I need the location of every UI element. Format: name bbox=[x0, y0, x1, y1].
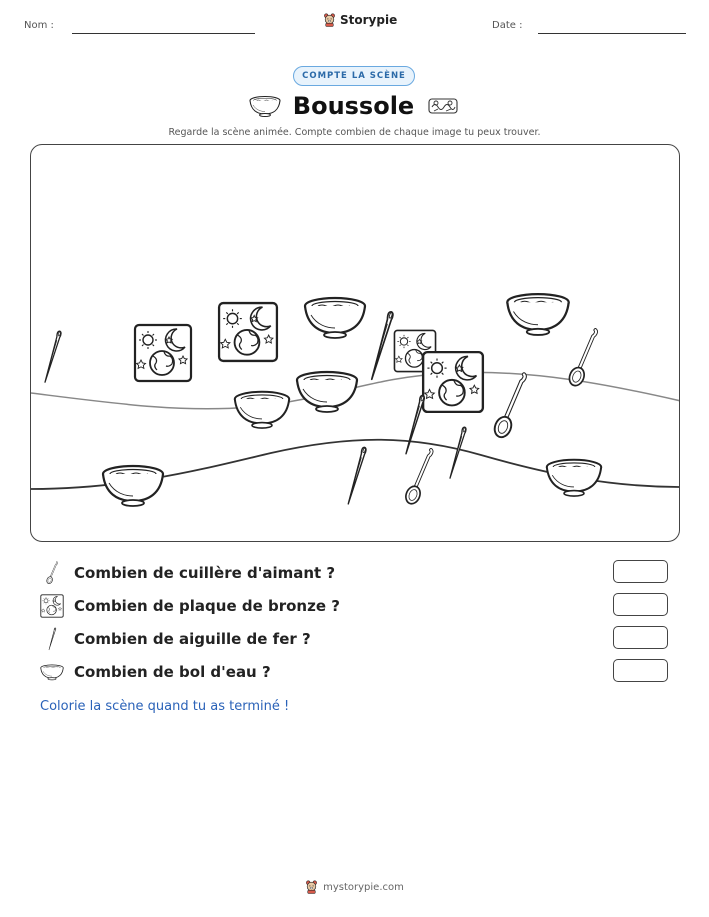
needle-icon bbox=[406, 395, 424, 453]
bowl-icon bbox=[235, 392, 289, 428]
question-text: Combien de bol d'eau ? bbox=[74, 663, 271, 681]
bronze-plate-icon bbox=[40, 594, 64, 618]
needle-icon bbox=[450, 427, 466, 478]
scene-illustration bbox=[31, 145, 680, 542]
question-row-needle bbox=[40, 625, 311, 653]
coloring-note: Colorie la scène quand tu as terminé ! bbox=[40, 699, 290, 714]
activity-badge: COMPTE LA SCÈNE bbox=[293, 66, 415, 86]
bowl-icon bbox=[297, 372, 357, 412]
date-label: Date : bbox=[492, 20, 523, 31]
bronze-plate-icon bbox=[135, 325, 191, 381]
spoon-icon bbox=[403, 450, 431, 506]
bowl-icon bbox=[507, 294, 568, 335]
needle-icon bbox=[372, 312, 393, 380]
answer-box-bowl[interactable] bbox=[613, 659, 668, 682]
bowl-icon bbox=[103, 466, 163, 506]
brand-name: Storypie bbox=[340, 13, 398, 27]
storypie-logo-icon bbox=[323, 13, 336, 27]
date-field-line[interactable] bbox=[538, 33, 686, 34]
name-label: Nom : bbox=[24, 20, 54, 31]
bowl-icon bbox=[547, 460, 601, 496]
spoon-icon bbox=[492, 375, 525, 440]
bowl-icon bbox=[40, 660, 64, 684]
spoon-icon bbox=[40, 561, 64, 585]
name-field-line[interactable] bbox=[72, 33, 255, 34]
footer-brand bbox=[0, 880, 709, 894]
answer-box-bronze-plate[interactable] bbox=[613, 593, 668, 616]
bowl-icon bbox=[249, 94, 281, 118]
scene-frame bbox=[30, 144, 680, 542]
bronze-plate-icon bbox=[423, 352, 483, 412]
question-row-spoon bbox=[40, 559, 335, 587]
spoon-icon bbox=[567, 330, 596, 388]
title-row bbox=[0, 92, 709, 120]
question-text: Combien de aiguille de fer ? bbox=[74, 630, 311, 648]
question-text: Combien de plaque de bronze ? bbox=[74, 597, 340, 615]
needle-icon bbox=[45, 331, 61, 382]
question-text: Combien de cuillère d'aimant ? bbox=[74, 564, 336, 582]
compass-sketch-icon bbox=[426, 95, 460, 117]
bronze-plate-icon bbox=[219, 303, 277, 361]
page-title: Boussole bbox=[292, 92, 415, 120]
needle-icon bbox=[40, 627, 64, 651]
footer-url: mystorypie.com bbox=[323, 881, 404, 893]
answer-box-spoon[interactable] bbox=[613, 560, 668, 583]
brand-header bbox=[323, 13, 397, 27]
bowl-icon bbox=[305, 298, 365, 338]
instructions: Regarde la scène animée. Compte combien de chaque image tu peux trouver. bbox=[168, 127, 541, 138]
question-row-bronze-plate bbox=[40, 592, 340, 620]
needle-icon bbox=[348, 447, 366, 504]
question-row-bowl bbox=[40, 658, 271, 686]
storypie-logo-icon bbox=[305, 880, 318, 894]
answer-box-needle[interactable] bbox=[613, 626, 668, 649]
